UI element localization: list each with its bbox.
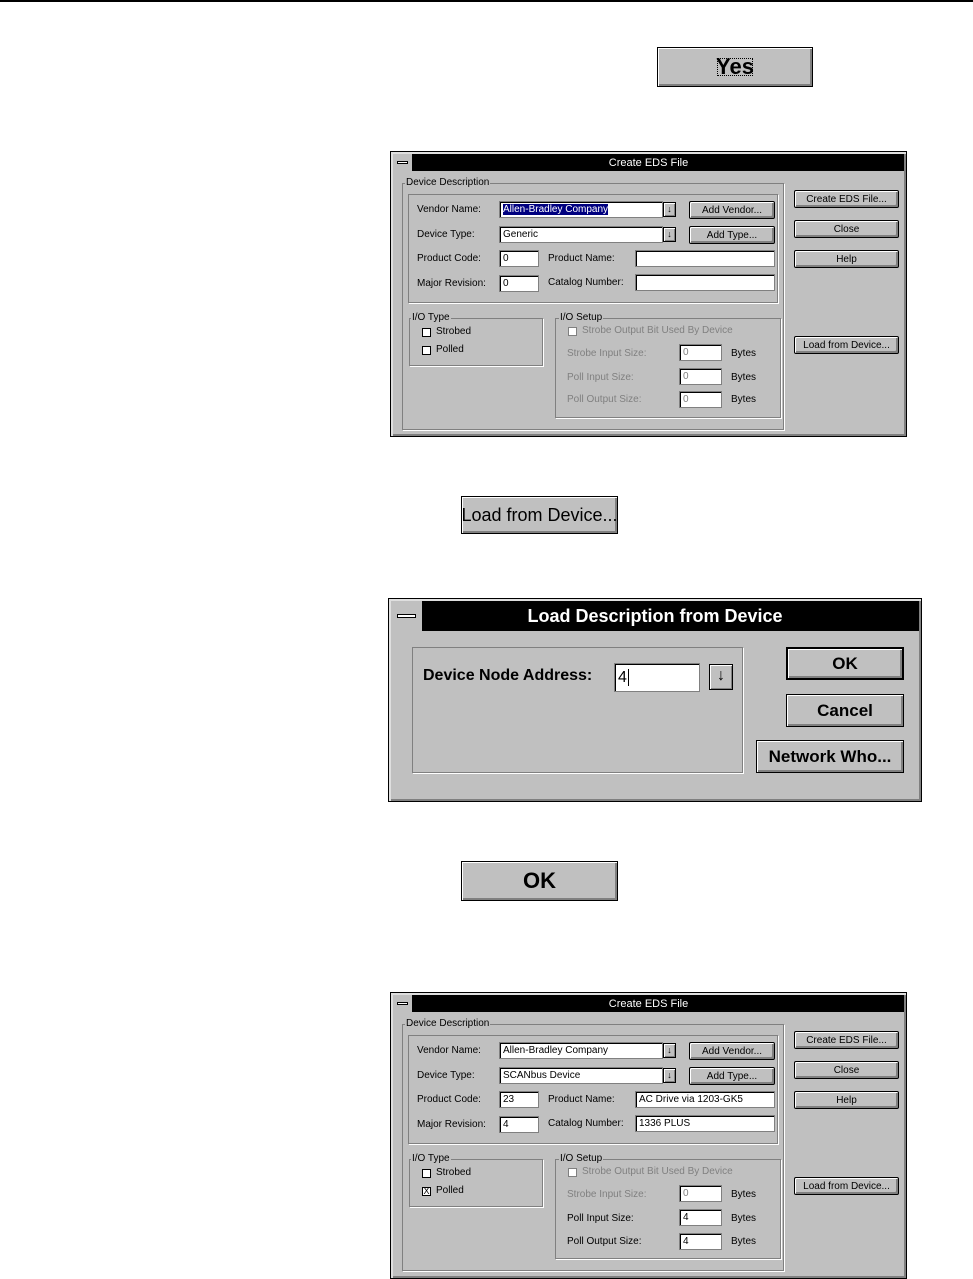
strobe-input-field[interactable]: 0 (679, 344, 722, 361)
strobe-bit-label: Strobe Output Bit Used By Device (582, 325, 733, 336)
dialog-titlebar (391, 601, 919, 631)
node-address-field[interactable]: 4 (614, 663, 700, 692)
poll-input-label: Poll Input Size: (567, 372, 634, 383)
load-from-device-button[interactable]: Load from Device... (794, 1177, 899, 1195)
ok-button[interactable]: OK (786, 647, 904, 680)
strobe-bit-checkbox[interactable] (568, 327, 577, 336)
poll-input-field[interactable]: 0 (679, 368, 722, 385)
product-name-field[interactable] (635, 250, 775, 267)
product-code-field[interactable]: 23 (499, 1091, 539, 1108)
io-type-label: I/O Type (412, 312, 450, 323)
vendor-name-combo[interactable]: Allen-Bradley Company (499, 1042, 663, 1059)
load-description-dialog (388, 598, 922, 802)
strobed-checkbox[interactable] (422, 1169, 431, 1178)
network-who-button[interactable]: Network Who... (756, 740, 904, 773)
polled-checkbox[interactable] (422, 346, 431, 355)
yes-button[interactable] (657, 47, 813, 87)
catalog-number-label: Catalog Number: (548, 277, 624, 288)
product-code-label: Product Code: (417, 253, 481, 264)
load-from-device-button[interactable]: Load from Device... (794, 336, 899, 354)
chevron-down-icon[interactable]: ↓ (709, 664, 733, 690)
poll-input-label: Poll Input Size: (567, 1213, 634, 1224)
device-description-label: Device Description (406, 1018, 490, 1029)
strobed-checkbox[interactable] (422, 328, 431, 337)
bytes-label: Bytes (731, 372, 757, 383)
device-type-combo[interactable]: Generic (499, 226, 663, 243)
product-name-label: Product Name: (548, 253, 615, 264)
top-rule (0, 0, 973, 2)
add-type-button[interactable]: Add Type... (689, 1067, 775, 1085)
system-menu-icon[interactable] (391, 601, 423, 631)
strobe-bit-label: Strobe Output Bit Used By Device (582, 1166, 733, 1177)
system-menu-icon[interactable] (393, 154, 413, 171)
load-from-device-button-large[interactable]: Load from Device... (461, 496, 618, 534)
help-button[interactable]: Help (794, 1091, 899, 1109)
bytes-label: Bytes (731, 1189, 757, 1200)
dialog-title: Create EDS File (608, 156, 689, 169)
major-revision-field[interactable]: 4 (499, 1116, 539, 1133)
chevron-down-icon[interactable]: ↓ (663, 202, 676, 217)
chevron-down-icon[interactable]: ↓ (663, 1043, 676, 1058)
major-revision-label: Major Revision: (417, 1119, 486, 1130)
poll-output-label: Poll Output Size: (567, 1236, 642, 1247)
vendor-name-label: Vendor Name: (417, 204, 481, 215)
major-revision-field[interactable]: 0 (499, 275, 539, 292)
chevron-down-icon[interactable]: ↓ (663, 1068, 676, 1083)
add-vendor-button[interactable]: Add Vendor... (689, 201, 775, 219)
ok-button-large[interactable]: OK (461, 861, 618, 901)
polled-label: Polled (436, 344, 464, 355)
dialog-titlebar (393, 995, 904, 1012)
add-type-button[interactable]: Add Type... (689, 226, 775, 244)
bytes-label: Bytes (731, 348, 757, 359)
polled-checkbox[interactable]: X (423, 1186, 430, 1196)
yes-button-label: Yes (712, 53, 758, 81)
add-vendor-button[interactable]: Add Vendor... (689, 1042, 775, 1060)
catalog-number-field[interactable] (635, 274, 775, 291)
create-eds-file-button[interactable]: Create EDS File... (794, 1031, 899, 1049)
close-button[interactable]: Close (794, 1061, 899, 1079)
io-type-group (409, 318, 543, 366)
device-type-label: Device Type: (417, 229, 475, 240)
strobe-input-label: Strobe Input Size: (567, 348, 647, 359)
product-name-label: Product Name: (548, 1094, 615, 1105)
product-name-field[interactable]: AC Drive via 1203-GK5 (635, 1091, 775, 1108)
device-description-label: Device Description (406, 177, 490, 188)
dialog-titlebar (393, 154, 904, 171)
bytes-label: Bytes (731, 1213, 757, 1224)
create-eds-file-button[interactable]: Create EDS File... (794, 190, 899, 208)
node-address-label: Device Node Address: (423, 667, 593, 684)
bytes-label: Bytes (731, 1236, 757, 1247)
catalog-number-field[interactable]: 1336 PLUS (635, 1115, 775, 1132)
catalog-number-label: Catalog Number: (548, 1118, 624, 1129)
poll-output-label: Poll Output Size: (567, 394, 642, 405)
vendor-name-combo[interactable]: Allen-Bradley Company (499, 201, 663, 218)
bytes-label: Bytes (731, 394, 757, 405)
device-type-combo[interactable]: SCANbus Device (499, 1067, 663, 1084)
poll-output-field[interactable]: 4 (679, 1233, 722, 1250)
product-code-label: Product Code: (417, 1094, 481, 1105)
strobe-bit-checkbox[interactable] (568, 1168, 577, 1177)
dialog-title: Load Description from Device (527, 605, 783, 626)
product-code-field[interactable]: 0 (499, 250, 539, 267)
poll-input-field[interactable]: 4 (679, 1209, 722, 1226)
major-revision-label: Major Revision: (417, 278, 486, 289)
poll-output-field[interactable]: 0 (679, 391, 722, 408)
strobed-label: Strobed (436, 326, 472, 337)
device-type-label: Device Type: (417, 1070, 475, 1081)
strobed-label: Strobed (436, 1167, 472, 1178)
cancel-button[interactable]: Cancel (786, 694, 904, 727)
io-setup-label: I/O Setup (560, 1153, 603, 1164)
io-type-label: I/O Type (412, 1153, 450, 1164)
dialog-title: Create EDS File (608, 997, 689, 1010)
io-setup-label: I/O Setup (560, 312, 603, 323)
io-type-group (409, 1159, 543, 1207)
help-button[interactable]: Help (794, 250, 899, 268)
system-menu-icon[interactable] (393, 995, 413, 1012)
polled-label: Polled (436, 1185, 464, 1196)
close-button[interactable]: Close (794, 220, 899, 238)
create-eds-dialog-filled (390, 992, 907, 1279)
vendor-name-label: Vendor Name: (417, 1045, 481, 1056)
strobe-input-field[interactable]: 0 (679, 1185, 722, 1202)
strobe-input-label: Strobe Input Size: (567, 1189, 647, 1200)
chevron-down-icon[interactable]: ↓ (663, 227, 676, 242)
create-eds-dialog-empty (390, 151, 907, 437)
